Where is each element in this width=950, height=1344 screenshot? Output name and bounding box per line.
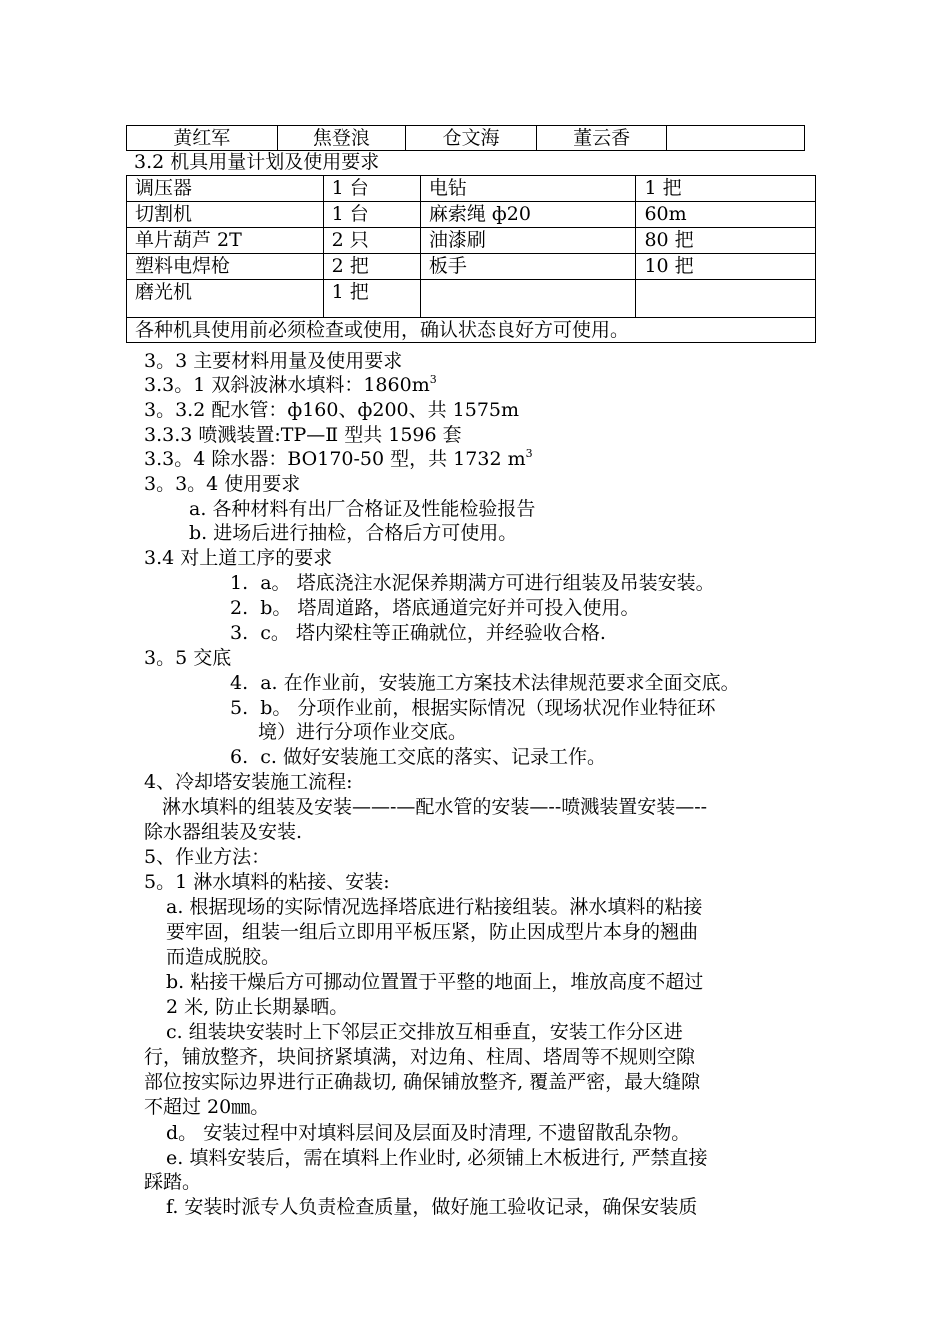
section-heading: 5、作业方法： [144, 846, 271, 868]
list-number: 2. [230, 597, 249, 619]
section-heading: 3.2 机具用量计划及使用要求 [134, 151, 380, 173]
paragraph-line: 要牢固，组装一组后立即用平板压紧，防止因成型片本身的翘曲 [166, 921, 699, 943]
list-item [230, 745, 606, 769]
table-cell: 1 把 [636, 176, 816, 202]
list-item [230, 596, 639, 620]
personnel-table [126, 125, 805, 151]
paragraph-line: e. 填料安装后，需在填料上作业时, 必须铺上木板进行, 严禁直接 [166, 1147, 708, 1169]
table-cell: 切割机 [127, 202, 324, 228]
table-cell: 1 台 [323, 176, 420, 202]
table-cell: 80 把 [636, 228, 816, 254]
paragraph-line: 部位按实际边界进行正确裁切, 确保铺放整齐, 覆盖严密，最大缝隙 [144, 1071, 701, 1093]
material-item-text: 3.3。4 除水器：BO170-50 型，共 1732 m [144, 448, 526, 470]
list-number: 5. [230, 697, 249, 719]
table-cell: 10 把 [636, 254, 816, 280]
list-item [230, 671, 740, 695]
table-cell: 磨光机 [127, 280, 324, 318]
list-item [230, 696, 715, 720]
list-text: c. 做好安装施工交底的落实、记录工作。 [260, 746, 606, 768]
list-text: a。 塔底浇注水泥保养期满方可进行组装及吊装安装。 [260, 572, 715, 594]
table-cell: 2 把 [323, 254, 420, 280]
table-row [127, 176, 816, 202]
paragraph-line: a. 根据现场的实际情况选择塔底进行粘接组装。淋水填料的粘接 [166, 896, 703, 918]
paragraph-line: 2 米, 防止长期暴晒。 [166, 996, 349, 1018]
material-item-text: 3.3。1 双斜波淋水填料：1860m [144, 374, 430, 396]
table-cell: 焦登浪 [277, 126, 406, 151]
table-cell: 2 只 [323, 228, 420, 254]
material-item [144, 373, 437, 397]
table-cell: 油漆刷 [420, 228, 636, 254]
section-heading: 3。5 交底 [144, 647, 232, 669]
table-cell: 董云香 [536, 126, 667, 151]
material-item [144, 447, 533, 471]
table-note: 各种机具使用前必须检查或使用，确认状态良好方可使用。 [127, 318, 816, 343]
section-heading: 3.4 对上道工序的要求 [144, 547, 333, 569]
list-text: a. 在作业前，安装施工方案技术法律规范要求全面交底。 [260, 672, 740, 694]
table-cell: 1 台 [323, 202, 420, 228]
section-heading: 3。3 主要材料用量及使用要求 [144, 350, 403, 372]
material-item: 3。3.2 配水管：ф160、ф200、共 1575m [144, 399, 520, 421]
paragraph-line: c. 组装块安装时上下邻层正交排放互相垂直，安装工作分区进 [166, 1021, 683, 1043]
paragraph-line: 不超过 20㎜。 [144, 1096, 270, 1118]
paragraph-line: d。 安装过程中对填料层间及层面及时清理, 不遗留散乱杂物。 [166, 1122, 691, 1144]
table-cell: 调压器 [127, 176, 324, 202]
list-number: 3. [230, 622, 249, 644]
table-row [127, 280, 816, 318]
list-item [230, 571, 715, 595]
tools-table [126, 175, 816, 343]
paragraph-line: 淋水填料的组装及安装——-—配水管的安装—--喷溅装置安装—-- [162, 796, 708, 818]
table-cell [420, 280, 636, 318]
sub-heading: 5。1 淋水填料的粘接、安装: [144, 871, 390, 893]
table-cell: 塑料电焊枪 [127, 254, 324, 280]
list-item [230, 621, 606, 645]
table-row [127, 228, 816, 254]
paragraph-line: 踩踏。 [144, 1171, 202, 1193]
list-number: 6. [230, 746, 249, 768]
paragraph-line: f. 安装时派专人负责检查质量，做好施工验收记录，确保安装质 [166, 1196, 698, 1218]
table-cell: 黄红军 [127, 126, 278, 151]
list-text: b。 分项作业前，根据实际情况（现场状况作业特征环 [260, 697, 716, 719]
list-text: b。 塔周道路，塔底通道完好并可投入使用。 [260, 597, 640, 619]
table-cell: 1 把 [323, 280, 420, 318]
paragraph-line: 行，铺放整齐，块间挤紧填满，对边角、柱周、塔周等不规则空隙 [144, 1046, 696, 1068]
paragraph-line: 而造成脱胶。 [166, 946, 281, 968]
paragraph-line: b. 粘接干燥后方可挪动位置置于平整的地面上，堆放高度不超过 [166, 971, 704, 993]
table-cell: 电钻 [420, 176, 636, 202]
table-cell [636, 280, 816, 318]
list-text-continued: 境）进行分项作业交底。 [258, 721, 468, 743]
table-cell: 仓文海 [406, 126, 537, 151]
superscript: 3 [429, 373, 437, 386]
table-cell: 麻索绳 ф20 [420, 202, 636, 228]
material-item: 3.3.3 喷溅装置:TP—Ⅱ 型共 1596 套 [144, 424, 462, 446]
table-cell: 60m [636, 202, 816, 228]
section-heading: 4、冷却塔安装施工流程: [144, 771, 353, 793]
list-item: b. 进场后进行抽检，合格后方可使用。 [189, 522, 518, 544]
table-row [127, 202, 816, 228]
table-cell: 单片葫芦 2T [127, 228, 324, 254]
paragraph-line: 除水器组装及安装. [144, 821, 303, 843]
list-number: 1. [230, 572, 249, 594]
list-text: c。 塔内梁柱等正确就位，并经验收合格. [260, 622, 606, 644]
sub-heading: 3。3。4 使用要求 [144, 473, 301, 495]
table-row [127, 126, 805, 151]
table-row [127, 318, 816, 343]
table-row [127, 254, 816, 280]
superscript: 3 [525, 447, 533, 460]
table-cell: 板手 [420, 254, 636, 280]
list-number: 4. [230, 672, 249, 694]
list-item: a. 各种材料有出厂合格证及性能检验报告 [189, 498, 536, 520]
table-cell [667, 126, 805, 151]
